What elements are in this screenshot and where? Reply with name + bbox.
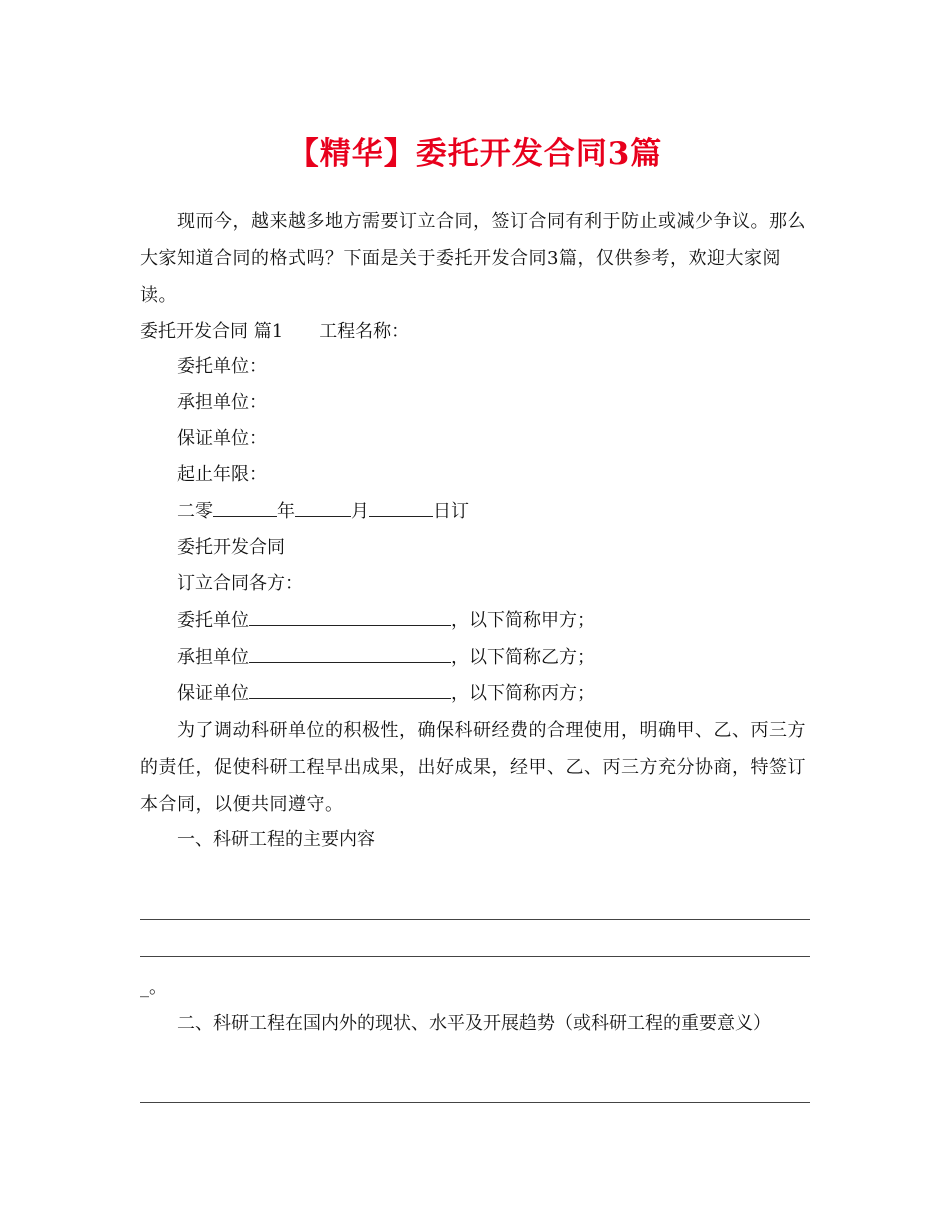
party-a-suffix: ，以下简称甲方； — [451, 610, 595, 631]
section-2-heading: 二、科研工程在国内外的现状、水平及开展趋势（或科研工程的重要意义） — [177, 1013, 771, 1034]
party-a-line — [177, 606, 595, 636]
month-blank — [295, 498, 351, 517]
blank-line — [140, 919, 810, 920]
date-year-label: 年 — [277, 501, 295, 522]
contractor-unit-label: 承担单位： — [177, 392, 267, 413]
purpose-paragraph: 为了调动科研单位的积极性，确保科研经费的合理使用，明确甲、乙、丙三方的责任，促使科研工程早出成果，出好成果，经甲、乙、丙三方充分协商，特签订本合同，以便共同遵守。 — [140, 720, 806, 815]
blank-line — [140, 1102, 810, 1103]
section-1-end: _。 — [140, 977, 167, 998]
contract-name: 委托开发合同 — [177, 537, 285, 558]
blank-line — [140, 956, 810, 957]
date-prefix: 二零 — [177, 501, 213, 522]
party-c-line — [177, 679, 595, 709]
section-1-heading: 一、科研工程的主要内容 — [177, 829, 375, 850]
contract-heading-line — [140, 317, 409, 347]
party-b-blank — [249, 644, 451, 663]
guarantor-unit-label: 保证单位： — [177, 428, 267, 449]
party-b-suffix: ，以下简称乙方； — [451, 647, 595, 668]
term-label: 起止年限： — [177, 464, 267, 485]
contract-part-heading: 委托开发合同 篇1 — [140, 321, 284, 342]
party-b-line — [177, 643, 595, 673]
project-name-label: 工程名称： — [319, 321, 410, 342]
signing-date-line — [177, 497, 469, 527]
intro-paragraph: 现而今，越来越多地方需要订立合同，签订合同有利于防止或减少争议。那么大家知道合同的格式吗？下面是关于委托开发合同3篇，仅供参考，欢迎大家阅读。 — [140, 211, 806, 306]
year-blank — [213, 498, 277, 517]
party-c-suffix: ，以下简称丙方； — [451, 683, 595, 704]
party-b-label: 承担单位 — [177, 647, 249, 668]
day-blank — [369, 498, 433, 517]
date-day-label: 日订 — [433, 501, 469, 522]
party-c-blank — [249, 680, 451, 699]
parties-label: 订立合同各方： — [177, 573, 303, 594]
document-title: 【精华】委托开发合同3篇 — [287, 136, 663, 172]
party-c-label: 保证单位 — [177, 683, 249, 704]
date-month-label: 月 — [351, 501, 369, 522]
client-unit-label: 委托单位： — [177, 356, 267, 377]
party-a-blank — [249, 607, 451, 626]
party-a-label: 委托单位 — [177, 610, 249, 631]
